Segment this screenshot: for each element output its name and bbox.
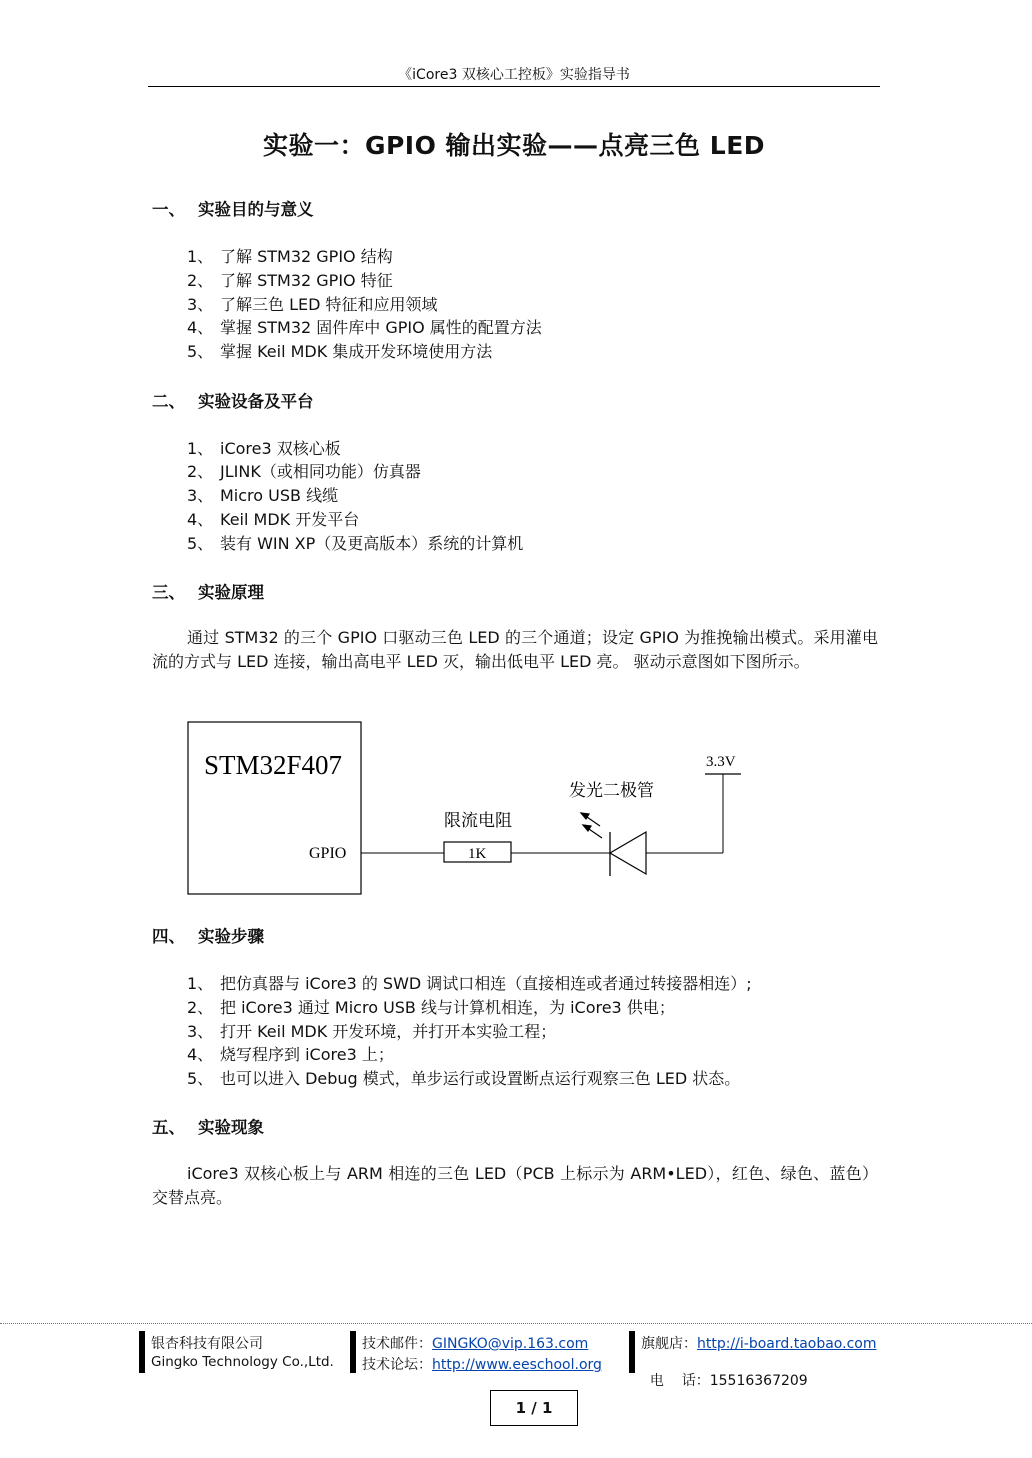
phone-number: 15516367209: [709, 1373, 808, 1389]
section-title: 实验现象: [198, 1118, 264, 1137]
footer-bar: [350, 1331, 356, 1373]
supply-label: 3.3V: [706, 754, 736, 770]
list-number: 2、: [187, 271, 214, 290]
list-number: 5、: [187, 342, 214, 361]
list-number: 5、: [187, 1069, 214, 1088]
company-name-cn: 银杏科技有限公司: [151, 1336, 263, 1352]
gpio-pin-label: GPIO: [309, 845, 347, 862]
shop-label: 旗舰店：: [641, 1336, 697, 1352]
diode-triangle: [610, 832, 646, 874]
list-item: [187, 459, 421, 482]
list-text: iCore3 双核心板: [220, 439, 341, 458]
footer-rule: [0, 1323, 1032, 1324]
resistor-value: 1K: [468, 846, 487, 862]
section-title: 实验目的与意义: [198, 200, 314, 219]
list-text: 掌握 STM32 固件库中 GPIO 属性的配置方法: [220, 318, 542, 337]
list-item: [187, 315, 542, 338]
principle-paragraph: 通过 STM32 的三个 GPIO 口驱动三色 LED 的三个通道；设定 GPIO 为推挽输出模式。采用灌电流的方式与 LED 连接，输出高电平 LED 灭，输出低电平 LED 亮。 驱动示意图如下图所示。: [152, 628, 878, 671]
list-item: [187, 292, 438, 315]
list-text: 了解三色 LED 特征和应用领域: [220, 295, 438, 314]
list-number: 1、: [187, 439, 214, 458]
forum-link[interactable]: http://www.eeschool.org: [432, 1357, 602, 1373]
list-item: [187, 268, 393, 291]
list-number: 1、: [187, 247, 214, 266]
section-number: 一、: [152, 200, 185, 219]
section-title: 实验原理: [198, 583, 264, 602]
section-title: 实验设备及平台: [198, 392, 314, 411]
list-number: 3、: [187, 295, 214, 314]
section-heading-steps: [152, 923, 264, 947]
list-item: [187, 971, 752, 994]
list-item: [187, 995, 675, 1018]
list-text: JLINK（或相同功能）仿真器: [220, 462, 421, 481]
email-row: [362, 1333, 588, 1353]
shop-link[interactable]: http://i-board.taobao.com: [697, 1336, 877, 1352]
forum-label: 技术论坛：: [362, 1357, 432, 1373]
list-item: [187, 339, 492, 362]
list-number: 2、: [187, 998, 214, 1017]
page-number: 1 / 1: [490, 1390, 578, 1426]
light-emission-arrows-icon: [581, 813, 602, 838]
list-text: 了解 STM32 GPIO 特征: [220, 271, 393, 290]
company-name-en: Gingko Technology Co.,Ltd.: [151, 1354, 334, 1370]
mcu-box: [188, 722, 361, 894]
shop-row: [641, 1333, 876, 1353]
running-header: 《iCore3 双核心工控板》实验指导书: [398, 67, 630, 83]
phone-label: 电 话：: [649, 1373, 710, 1389]
section-number: 四、: [152, 927, 185, 946]
section-heading-principle: [152, 579, 264, 603]
list-text: 烧写程序到 iCore3 上；: [220, 1045, 394, 1064]
list-number: 2、: [187, 462, 214, 481]
list-text: Keil MDK 开发平台: [220, 510, 360, 529]
list-number: 3、: [187, 486, 214, 505]
section-number: 三、: [152, 583, 185, 602]
list-item: [187, 531, 523, 554]
section-heading-purpose: [152, 196, 314, 220]
section-heading-phenomenon: [152, 1114, 264, 1138]
list-text: Micro USB 线缆: [220, 486, 339, 505]
list-number: 4、: [187, 318, 214, 337]
list-text: 打开 Keil MDK 开发环境，并打开本实验工程；: [220, 1022, 557, 1041]
email-label: 技术邮件：: [362, 1336, 432, 1352]
list-item: [187, 507, 359, 530]
list-item: [187, 483, 338, 506]
list-number: 3、: [187, 1022, 214, 1041]
list-item: [187, 1019, 556, 1042]
list-item: [187, 1066, 740, 1089]
resistor-caption: 限流电阻: [444, 811, 512, 831]
section-number: 五、: [152, 1118, 185, 1137]
phone-row: [641, 1354, 808, 1390]
footer-bar: [629, 1331, 635, 1373]
led-caption: 发光二极管: [569, 781, 654, 801]
circuit-diagram: [148, 708, 808, 904]
list-text: 把 iCore3 通过 Micro USB 线与计算机相连，为 iCore3 供电；: [220, 998, 675, 1017]
footer-bar: [139, 1331, 145, 1373]
list-number: 4、: [187, 1045, 214, 1064]
email-link[interactable]: GINGKO@vip.163.com: [432, 1336, 589, 1352]
list-text: 也可以进入 Debug 模式，单步运行或设置断点运行观察三色 LED 状态。: [220, 1069, 741, 1088]
section-heading-equipment: [152, 388, 314, 412]
list-item: [187, 244, 393, 267]
list-item: [187, 1042, 394, 1065]
list-text: 掌握 Keil MDK 集成开发环境使用方法: [220, 342, 493, 361]
list-text: 把仿真器与 iCore3 的 SWD 调试口相连（直接相连或者通过转接器相连）;: [220, 974, 752, 993]
document-title: 实验一：GPIO 输出实验——点亮三色 LED: [262, 131, 766, 160]
list-number: 1、: [187, 974, 214, 993]
phenomenon-paragraph: iCore3 双核心板上与 ARM 相连的三色 LED（PCB 上标示为 ARM•LED），红色、绿色、蓝色）交替点亮。: [152, 1164, 878, 1207]
section-title: 实验步骤: [198, 927, 264, 946]
mcu-label: STM32F407: [204, 750, 343, 780]
list-number: 5、: [187, 534, 214, 553]
section-number: 二、: [152, 392, 185, 411]
list-text: 了解 STM32 GPIO 结构: [220, 247, 393, 266]
list-number: 4、: [187, 510, 214, 529]
list-item: [187, 436, 341, 459]
forum-row: [362, 1354, 602, 1374]
list-text: 装有 WIN XP（及更高版本）系统的计算机: [220, 534, 524, 553]
header-rule: [148, 86, 880, 87]
